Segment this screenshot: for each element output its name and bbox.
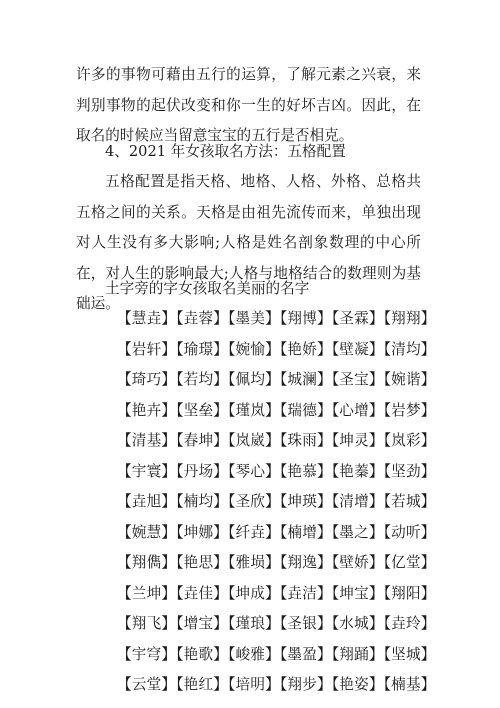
name-row: 【垚旭】【楠均】【圣欣】【坤瑛】【清增】【若城】: [117, 493, 436, 510]
name-list: [117, 304, 436, 701]
name-row: 【清基】【春坤】【岚崴】【珠雨】【坤灵】【岚彩】: [117, 432, 436, 449]
name-row: 【婉慧】【坤娜】【纤垚】【楠增】【墨之】【动听】: [117, 523, 436, 541]
name-row: 【翔儁】【艳思】【雅埙】【翔逸】【壁娇】【亿堂】: [117, 554, 436, 571]
name-row: 【宇寰】【丹场】【琴心】【艳慕】【艳蓁】【坚劲】: [117, 462, 436, 480]
name-row: 【宇穹】【艳歌】【峻雅】【墨盈】【翔踊】【坚城】: [117, 645, 436, 663]
name-row: 【慧垚】【垚蓉】【墨美】【翔博】【圣霖】【翔翔】: [117, 310, 436, 327]
name-row: 【琦巧】【若均】【佩均】【城澜】【圣宝】【婉谐】: [117, 371, 436, 388]
name-row: 【兰坤】【垚佳】【坤成】【垚洁】【坤宝】【翔阳】: [117, 584, 436, 602]
method-body-paragraph: 五格配置是指天格、地格、人格、外格、总格共五格之间的关系。天格是由祖先流传而来，单独出现对人生没有多大影响;人格是姓名剖象数理的中心所在，对人生的影响最大;人格与地格结合的数理则为基础运。: [76, 173, 421, 312]
names-heading: 土字旁的字女孩取名美丽的名字: [105, 280, 310, 297]
wuxing-intro-paragraph: 许多的事物可藉由五行的运算，了解元素之兴衰，来判别事物的起伏改变和你一生的好坏吉凶。因此，在取名的时候应当留意宝宝的五行是否相克。: [76, 66, 421, 144]
method-heading: 4、2021 年女孩取名方法：五格配置: [105, 143, 346, 160]
name-row: 【艳卉】【坚垒】【瑾岚】【瑞德】【心增】【岩梦】: [117, 401, 436, 419]
name-row: 【翔飞】【增宝】【瑾琅】【圣银】【水城】【垚玲】: [117, 615, 436, 632]
name-row: 【云堂】【艳红】【培明】【翔步】【艳姿】【楠基】: [117, 676, 436, 693]
name-row: 【岩轩】【瑜璟】【婉愉】【艳娇】【壁凝】【清均】: [117, 340, 436, 358]
